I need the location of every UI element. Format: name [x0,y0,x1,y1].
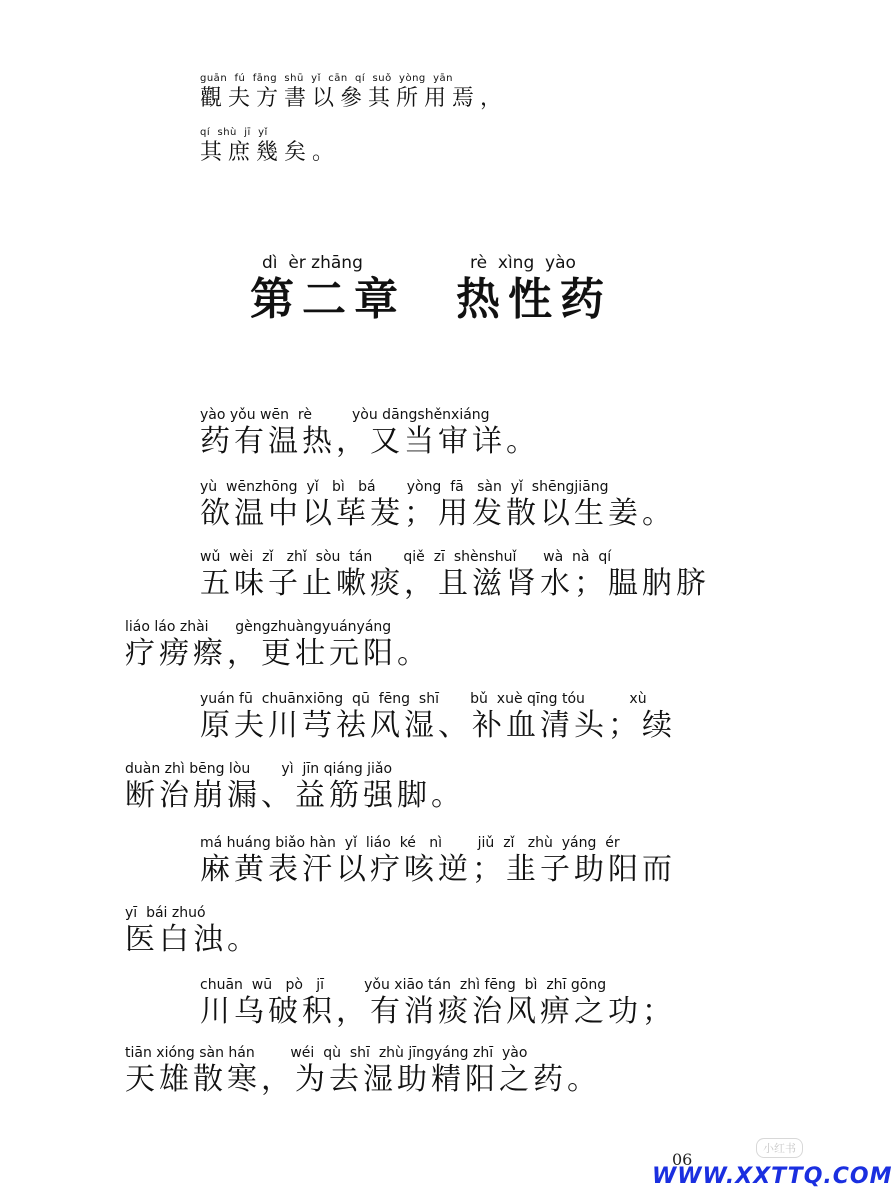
pinyin: qí shù jī yǐ [200,127,268,138]
verse-line-10 [125,1046,601,1095]
pinyin: tiān xióng sàn hán wéi qù shī zhù jīngyáng zhī yào [125,1045,528,1061]
hanzi: 其庶幾矣。 [200,140,341,165]
page-number: 06 [672,1150,693,1169]
chapter-number [250,253,406,325]
hanzi: 川乌破积，有消痰治风痹之功； [200,994,676,1029]
verse-line-9 [200,978,676,1027]
hanzi: 觀夫方書以參其所用焉， [200,86,509,111]
hanzi: 断治崩漏、益筋强脚。 [125,778,465,813]
hanzi: 原夫川芎祛风湿、补血清头；续 [200,708,676,743]
verse-line-6 [125,762,465,811]
chapter-name [456,253,612,325]
pinyin: yī bái zhuó [125,905,206,921]
hanzi: 麻黄表汗以疗咳逆；韭子助阳而 [200,852,676,887]
classical-line-1 [200,74,508,110]
pinyin: liáo láo zhài gèngzhuàngyuányáng [125,619,392,635]
pinyin: yào yǒu wēn rè yòu dāngshěnxiáng [200,407,490,423]
hanzi: 医白浊。 [125,922,261,957]
pinyin: chuān wū pò jī yǒu xiāo tán zhì fēng bì zhī gōng [200,977,607,993]
chapter-number-title: 第二章 [250,274,406,325]
verse-line-1 [200,408,540,457]
hanzi: 欲温中以荜茇；用发散以生姜。 [200,496,676,531]
classical-line-2 [200,128,340,164]
verse-line-3 [200,550,710,599]
pinyin: guān fú fāng shū yǐ cān qí suǒ yòng yān [200,73,454,84]
pinyin: yù wēnzhōng yǐ bì bá yòng fā sàn yǐ shēngjiāng [200,479,609,495]
watermark-faint: 小红书 [756,1138,803,1158]
verse-line-4 [125,620,431,669]
pinyin: wǔ wèi zǐ zhǐ sòu tán qiě zī shènshuǐ wà nà qí [200,549,612,565]
pinyin: má huáng biǎo hàn yǐ liáo ké nì jiǔ zǐ zhù yáng ér [200,835,620,851]
verse-line-2 [200,480,676,529]
verse-line-7 [200,836,676,885]
hanzi: 天雄散寒，为去湿助精阳之药。 [125,1062,601,1097]
pinyin: duàn zhì bēng lòu yì jīn qiáng jiǎo [125,761,393,777]
watermark-url: WWW.XXTTQ.COM [652,1164,893,1189]
hanzi: 药有温热，又当审详。 [200,424,540,459]
chapter-name-pinyin: rè xìng yào [470,253,576,273]
verse-line-5 [200,692,676,741]
pinyin: yuán fū chuānxiōng qū fēng shī bǔ xuè qīng tóu xù [200,691,647,707]
hanzi: 疗痨瘵，更壮元阳。 [125,636,431,671]
chapter-number-pinyin: dì èr zhāng [262,253,363,273]
hanzi: 五味子止嗽痰，且滋肾水；腽肭脐 [200,566,710,601]
verse-line-8 [125,906,261,955]
chapter-name-title: 热性药 [456,274,612,325]
